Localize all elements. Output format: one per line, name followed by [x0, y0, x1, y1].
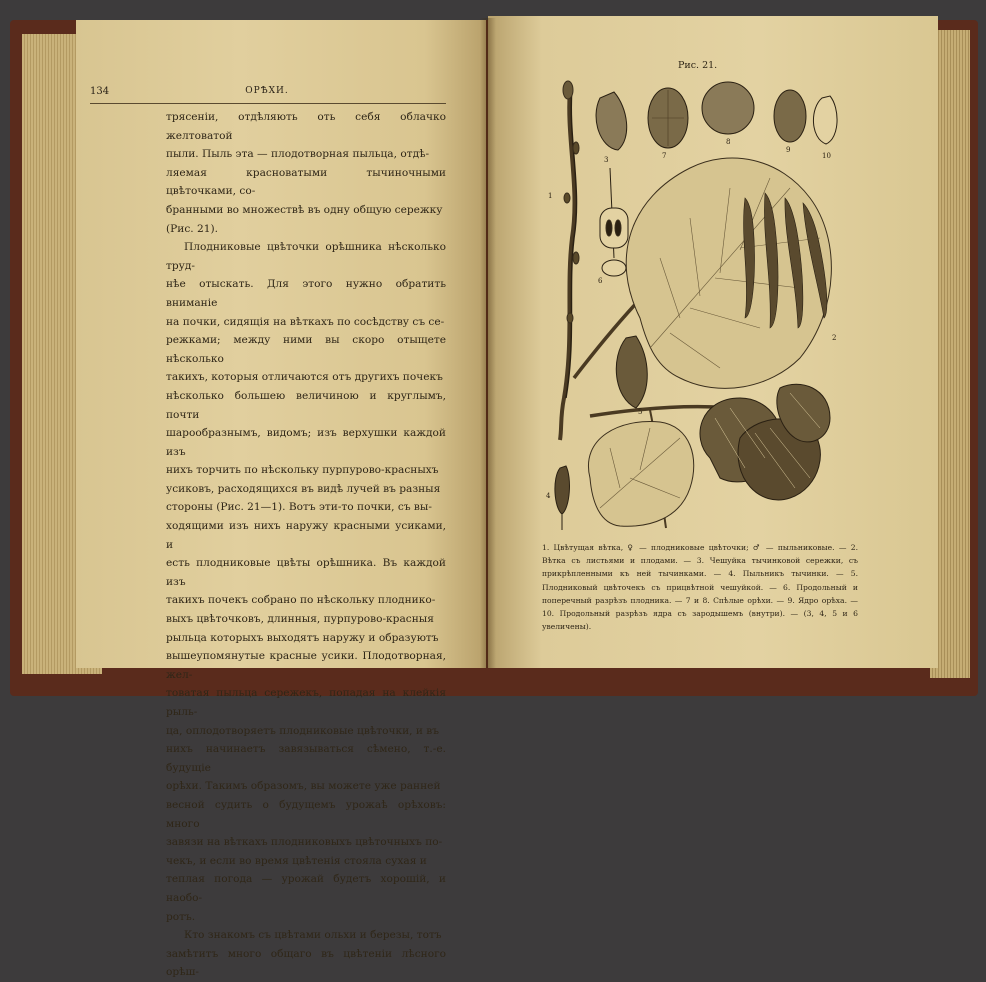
figure-label-3: 3	[604, 156, 609, 164]
book-gutter	[480, 18, 496, 668]
text-line: на почки, сидящія на вѣткахъ по сосѣдству съ се-	[166, 315, 445, 328]
text-line: теплая погода — урожай будетъ хорошій, и наобо-	[166, 873, 446, 904]
text-line: трясеніи, отдѣляють оть себя облачко желтоватой	[166, 111, 446, 142]
text-line: (Рис. 21).	[166, 222, 218, 235]
text-line: такихъ, которыя отличаются отъ другихъ почекъ	[166, 371, 443, 384]
figure-label-7: 7	[662, 152, 667, 160]
text-line: замѣтитъ много общаго въ цвѣтеніи лѣсного орѣш-	[166, 947, 446, 979]
figure-label-10: 10	[822, 152, 831, 160]
text-line: усиковъ, расходящихся въ видѣ лучей въ разныя	[166, 482, 441, 495]
text-line: чекъ, и если во время цвѣтенія стояла сухая и	[166, 854, 427, 867]
text-line: ходящими изъ нихъ наружу красными усиками, и	[166, 520, 446, 551]
figure-title: Рис. 21.	[678, 60, 718, 71]
text-line: весной судить о будущемъ урожаѣ орѣховъ: много	[166, 798, 446, 830]
text-line: ротъ.	[166, 910, 196, 923]
figure-label-8: 8	[726, 138, 731, 146]
text-line: нѣе отыскать. Для этого нужно обратить вниманіе	[166, 278, 446, 309]
figure-caption: 1. Цвѣтущая вѣтка, ♀ — плодниковые цвѣточки; ♂ — пыльниковые. — 2. Вѣтка съ листьями и плодами. — 3. Чешуйка тычинковой сережки, съ прикрѣпленными къ ней тычинками. — 4. Пыльникъ тычинки. — 5. Плодниковый цвѣточекъ съ прицвѣтной чешуйкой. — 6. Продольный и поперечный разрѣзъ плодника. — 7 и 8. Спѣлые орѣхи. — 9. Ядро орѣха. — 10. Продольный разрѣзъ ядра съ зародышемъ (внутри). — (3, 4, 5 и 6 увеличены).	[542, 543, 858, 632]
text-line: ца, оплодотворяетъ плодниковые цвѣточки, и въ	[166, 724, 440, 737]
figure-label-2: 2	[832, 334, 837, 342]
text-line: стороны (Рис. 21—1). Вотъ эти-то почки, съ вы-	[166, 501, 432, 514]
header-rule	[90, 103, 446, 104]
left-page-header	[90, 86, 444, 100]
text-line: нихъ начинаетъ завязываться сѣмено, т.-е. будущіе	[166, 743, 446, 774]
hazel-botanical-illustration	[540, 78, 860, 540]
page-number: 134	[90, 86, 110, 97]
text-line: бранными во множествѣ въ одну общую сережку	[166, 203, 443, 216]
text-line: шарообразнымъ, видомъ; изъ верхушки каждой изъ	[166, 427, 446, 458]
text-line: Кто знакомъ съ цвѣтами ольхи и березы, тотъ	[184, 929, 442, 942]
text-line: есть плодниковые цвѣты орѣшника. Въ каждой изъ	[166, 557, 446, 588]
figure-label-1: 1	[548, 192, 553, 200]
text-line: товатая пыльца сережекъ, попадая на клейкія рыль-	[166, 687, 446, 718]
figure-label-5: 5	[638, 408, 643, 416]
text-line: ляемая красноватыми тычиночными цвѣточками, со-	[166, 166, 446, 198]
text-line: вышеупомянутые красные усики. Плодотворная, жел-	[166, 650, 446, 681]
figure-label-4: 4	[546, 492, 551, 500]
figure-label-9: 9	[786, 146, 791, 154]
text-line: орѣхи. Такимъ образомъ, вы можете уже ранней	[166, 780, 441, 793]
text-line: рыльца которыхъ выходятъ наружу и образуютъ	[166, 631, 439, 644]
text-line: выхъ цвѣточковъ, длинныя, пурпурово-красныя	[166, 613, 434, 626]
text-line: Плодниковые цвѣточки орѣшника нѣсколько труд-	[166, 241, 446, 272]
figure-label-6: 6	[598, 277, 603, 285]
text-line: такихъ почекъ собрано по нѣскольку плоднико-	[166, 594, 436, 607]
text-line: нѣсколько большею величиною и круглымъ, почти	[166, 389, 446, 421]
running-head: ОРѢХИ.	[245, 86, 289, 96]
text-line: завязи на вѣткахъ плодниковыхъ цвѣточныхъ по-	[166, 836, 443, 849]
text-line: нихъ торчить по нѣскольку пурпурово-красныхъ	[166, 464, 439, 477]
left-page-body-text	[166, 108, 446, 982]
text-line: пыли. Пыль эта — плодотворная пыльца, отдѣ-	[166, 148, 430, 161]
text-line: режками; между ними вы скоро отыщете нѣсколько	[166, 334, 446, 365]
